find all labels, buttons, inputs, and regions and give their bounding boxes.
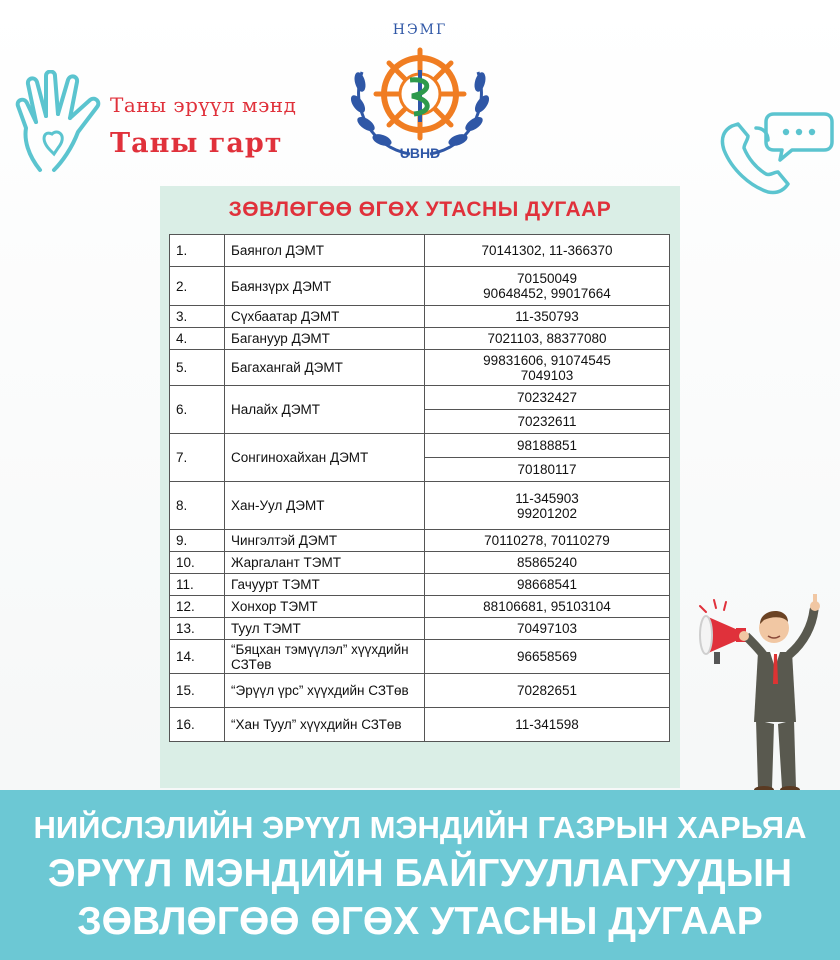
phone-number: 70282651 (425, 674, 670, 708)
organization-name: Жаргалант ТЭМТ (225, 552, 425, 574)
phone-number: 70180117 (425, 458, 670, 482)
organization-name: Чингэлтэй ДЭМТ (225, 530, 425, 552)
organization-name: Сүхбаатар ДЭМТ (225, 306, 425, 328)
row-number: 15. (170, 674, 225, 708)
banner-line-2: ЭРҮҮЛ МЭНДИЙН БАЙГУУЛЛАГУУДЫН (47, 852, 793, 895)
organization-name: “Бяцхан тэмүүлэл” хүүхдийн СЗТөв (225, 640, 425, 674)
table-row (170, 434, 670, 458)
table-row (170, 328, 670, 350)
table-row (170, 267, 670, 306)
logo-bottom-text: UBHD (399, 145, 441, 161)
banner-line-3: ЗӨВЛӨГӨӨ ӨГӨХ УТАСНЫ ДУГААР (77, 900, 763, 943)
row-number: 6. (170, 386, 225, 434)
table-row (170, 350, 670, 386)
phone-number: 70232427 (425, 386, 670, 410)
table-row (170, 596, 670, 618)
row-number: 3. (170, 306, 225, 328)
table-row (170, 708, 670, 742)
organization-name: Хан-Уул ДЭМТ (225, 482, 425, 530)
organization-name: Баянзүрх ДЭМТ (225, 267, 425, 306)
organization-name: Туул ТЭМТ (225, 618, 425, 640)
phone-number: 85865240 (425, 552, 670, 574)
row-number: 1. (170, 235, 225, 267)
phone-number: 11-345903 99201202 (425, 482, 670, 530)
row-number: 16. (170, 708, 225, 742)
phone-number: 70232611 (425, 410, 670, 434)
table-row (170, 530, 670, 552)
slogan (10, 70, 297, 180)
banner-line-1: НИЙСЛЭЛИЙН ЭРҮҮЛ МЭНДИЙН ГАЗРЫН ХАРЬЯА (33, 810, 807, 845)
phone-list-panel (160, 186, 680, 788)
organization-name: Багануур ДЭМТ (225, 328, 425, 350)
organization-name: “Хан Туул” хүүхдийн СЗТөв (225, 708, 425, 742)
organization-name: “Эрүүл үрс” хүүхдийн СЗТөв (225, 674, 425, 708)
table-row (170, 640, 670, 674)
phone-number: 70141302, 11-366370 (425, 235, 670, 267)
organization-name: Сонгинохайхан ДЭМТ (225, 434, 425, 482)
phone-number: 98188851 (425, 434, 670, 458)
ubhd-logo (340, 12, 500, 167)
table-row (170, 482, 670, 530)
panel-title: ЗӨВЛӨГӨӨ ӨГӨХ УТАСНЫ ДУГААР (228, 198, 612, 221)
phone-number: 7021103, 88377080 (425, 328, 670, 350)
slogan-line-2: Таны гарт (110, 128, 283, 159)
organization-name: Хонхор ТЭМТ (225, 596, 425, 618)
phone-number: 70110278, 70110279 (425, 530, 670, 552)
phone-number: 70150049 90648452, 99017664 (425, 267, 670, 306)
phone-number: 99831606, 91074545 7049103 (425, 350, 670, 386)
row-number: 10. (170, 552, 225, 574)
phone-chat-icon (716, 108, 834, 198)
row-number: 8. (170, 482, 225, 530)
phone-number: 98668541 (425, 574, 670, 596)
table-row (170, 235, 670, 267)
row-number: 14. (170, 640, 225, 674)
row-number: 7. (170, 434, 225, 482)
phone-number: 11-350793 (425, 306, 670, 328)
table-row (170, 574, 670, 596)
phone-number: 88106681, 95103104 (425, 596, 670, 618)
row-number: 5. (170, 350, 225, 386)
person-megaphone-illustration (692, 592, 840, 797)
table-row (170, 618, 670, 640)
organization-name: Гачуурт ТЭМТ (225, 574, 425, 596)
hand-heart-icon (10, 70, 120, 180)
organization-name: Налайх ДЭМТ (225, 386, 425, 434)
phone-number: 11-341598 (425, 708, 670, 742)
bottom-banner (0, 790, 840, 960)
logo-top-text: НЭМГ (392, 22, 448, 38)
row-number: 4. (170, 328, 225, 350)
megaphone-icon (700, 616, 746, 664)
phone-number: 96658569 (425, 640, 670, 674)
row-number: 9. (170, 530, 225, 552)
row-number: 13. (170, 618, 225, 640)
row-number: 11. (170, 574, 225, 596)
table-row (170, 674, 670, 708)
table-row (170, 386, 670, 410)
table-row (170, 552, 670, 574)
organization-name: Баянгол ДЭМТ (225, 235, 425, 267)
phone-table (169, 234, 670, 742)
row-number: 2. (170, 267, 225, 306)
slogan-line-1: Таны эрүүл мэнд (110, 93, 297, 117)
phone-number: 70497103 (425, 618, 670, 640)
row-number: 12. (170, 596, 225, 618)
organization-name: Багахангай ДЭМТ (225, 350, 425, 386)
table-row (170, 306, 670, 328)
